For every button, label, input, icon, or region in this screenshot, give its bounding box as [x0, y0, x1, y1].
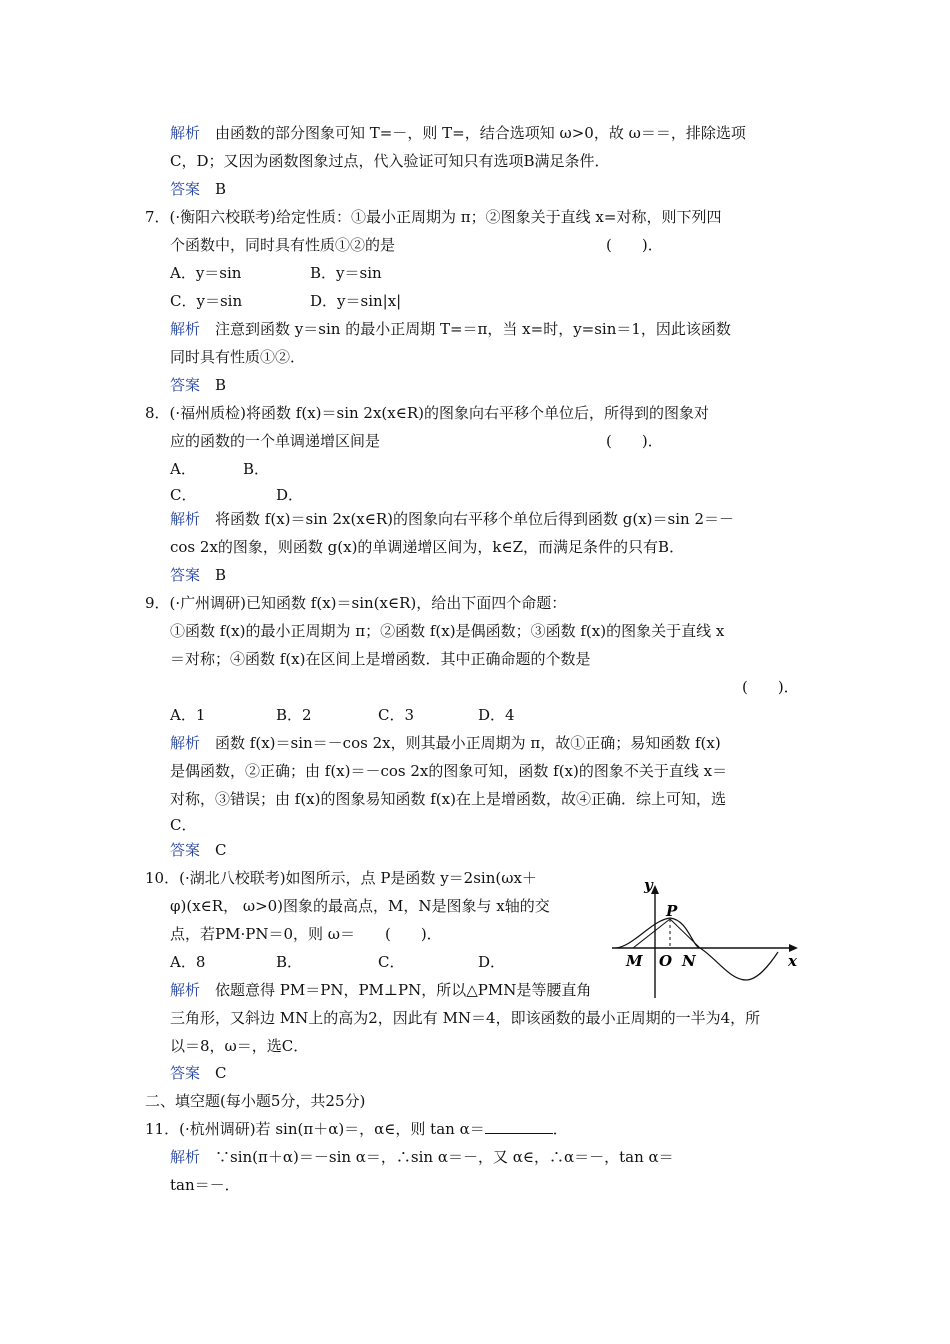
analysis-label: 解析 [170, 124, 201, 142]
q9-answer-paren: ( )． [742, 678, 799, 696]
q10-analysis-line-2: 三角形，又斜边 MN上的高为2，因此有 MN＝4，即该函数的最小正周期的一半为4，所 [170, 1009, 761, 1027]
q7-answer-paren: ( )． [606, 236, 663, 254]
x-axis-arrow-icon [789, 944, 798, 952]
point-n-label: N [682, 952, 696, 970]
q8-answer-paren: ( )． [606, 432, 663, 450]
segment-pn [670, 919, 700, 948]
q10-option-c: C． [378, 953, 405, 971]
q10-analysis-line-3: 以＝8，ω＝，选C． [170, 1037, 309, 1055]
q6-analysis-line-2: C，D；又因为函数图象过点，代入验证可知只有选项B满足条件． [170, 152, 610, 170]
q11-analysis-line-1: 解析 ∵sin(π＋α)＝－sin α＝，∴sin α＝－，又 α∈，∴α＝－，tan α＝ [170, 1148, 674, 1166]
point-m-label: M [626, 952, 643, 970]
q9-analysis-line-1: 解析 函数 f(x)＝sin＝－cos 2x，则其最小正周期为 π，故①正确；易知函数 f(x) [170, 734, 721, 752]
q10-answer: 答案 C [170, 1064, 227, 1082]
x-axis-label: x [788, 952, 797, 970]
analysis-label: 解析 [170, 320, 201, 338]
answer-label: 答案 [170, 841, 201, 859]
q8-analysis-line-1: 解析 将函数 f(x)＝sin 2x(x∈R)的图象向右平移个单位后得到函数 g(x)＝sin 2＝－ [170, 510, 735, 528]
q11-stem: 11．(·杭州调研)若 sin(π＋α)＝，α∈，则 tan α＝ ． [145, 1120, 568, 1138]
q7-option-c: C．y＝sin [170, 292, 243, 310]
q6-analysis-line-1: 解析 由函数的部分图象可知 T=－，则 T=，结合选项知 ω>0，故 ω＝＝，排除选项 [170, 124, 746, 142]
q10-stem-line-3: 点，若PM·PN＝0，则 ω＝ ( )． [170, 925, 442, 943]
answer-label: 答案 [170, 1064, 201, 1082]
q6-answer: 答案 B [170, 180, 227, 198]
q9-option-a: A．1 [170, 706, 206, 724]
q11-analysis-line-2: tan＝－． [170, 1176, 240, 1194]
q7-option-a: A．y＝sin [170, 264, 242, 282]
answer-label: 答案 [170, 566, 201, 584]
q10-option-d: D． [478, 953, 506, 971]
q8-answer: 答案 B [170, 566, 227, 584]
q7-analysis-line-1: 解析 注意到函数 y＝sin 的最小正周期 T=＝π，当 x=时，y=sin＝1，因此该函数 [170, 320, 731, 338]
answer-label: 答案 [170, 376, 201, 394]
q9-analysis-line-4: C． [170, 816, 197, 834]
q7-analysis-line-2: 同时具有性质①②． [170, 348, 306, 366]
q9-stem-line-1: 9．(·广州调研)已知函数 f(x)＝sin(x∈R)，给出下面四个命题： [145, 594, 567, 612]
q10-option-a: A．8 [170, 953, 206, 971]
q7-option-b: B．y＝sin [310, 264, 382, 282]
q10-stem-line-2: φ)(x∈R， ω>0)图象的最高点，M，N是图象与 x轴的交 [170, 897, 550, 915]
analysis-label: 解析 [170, 734, 201, 752]
q8-option-c: C． [170, 486, 197, 504]
answer-label: 答案 [170, 180, 201, 198]
q9-option-c: C．3 [378, 706, 415, 724]
q10-analysis-line-1: 解析 依题意得 PM＝PN，PM⊥PN，所以△PMN是等腰直角 [170, 981, 592, 999]
q9-stem-line-2: ①函数 f(x)的最小正周期为 π；②函数 f(x)是偶函数；③函数 f(x)的图象关于直线 x [170, 622, 725, 640]
q11-answer-blank [485, 1119, 553, 1134]
q8-stem-line-2: 应的函数的一个单调递增区间是 [170, 432, 381, 450]
origin-label: O [659, 952, 673, 970]
analysis-label: 解析 [170, 510, 201, 528]
q7-stem-line-1: 7．(·衡阳六校联考)给定性质：①最小正周期为 π；②图象关于直线 x=对称，则下列四 [145, 208, 722, 226]
y-axis-label: y [644, 876, 653, 894]
section-fill-in-title: 二、填空题(每小题5分，共25分) [145, 1092, 366, 1110]
q10-sine-figure [608, 868, 808, 1004]
q8-option-a: A． [170, 460, 196, 478]
q10-stem-line-1: 10．(·湖北八校联考)如图所示，点 P是函数 y＝2sin(ωx＋ [145, 869, 537, 887]
point-p-label: P [666, 902, 678, 920]
q9-option-d: D．4 [478, 706, 515, 724]
q9-stem-line-3: ＝对称；④函数 f(x)在区间上是增函数．其中正确命题的个数是 [170, 650, 591, 668]
analysis-label: 解析 [170, 981, 201, 999]
q9-option-b: B．2 [276, 706, 312, 724]
q10-option-b: B． [276, 953, 303, 971]
q9-analysis-line-3: 对称，③错误；由 f(x)的图象易知函数 f(x)在上是增函数，故④正确．综上可知，选 [170, 790, 726, 808]
q8-analysis-line-2: cos 2x的图象，则函数 g(x)的单调递增区间为，k∈Z，而满足条件的只有B． [170, 538, 685, 556]
q7-stem-line-2: 个函数中，同时具有性质①②的是 [170, 236, 396, 254]
q9-answer: 答案 C [170, 841, 227, 859]
q7-answer: 答案 B [170, 376, 227, 394]
segment-pm [633, 919, 670, 948]
q8-option-d: D． [276, 486, 304, 504]
q9-analysis-line-2: 是偶函数，②正确；由 f(x)＝－cos 2x的图象可知，函数 f(x)的图象不关于直线 x＝ [170, 762, 728, 780]
sine-curve [616, 918, 778, 980]
q8-option-b: B． [243, 460, 270, 478]
q8-stem-line-1: 8．(·福州质检)将函数 f(x)＝sin 2x(x∈R)的图象向右平移个单位后，所得到的图象对 [145, 404, 709, 422]
analysis-label: 解析 [170, 1148, 201, 1166]
q7-option-d: D．y＝sin|x| [310, 292, 402, 310]
